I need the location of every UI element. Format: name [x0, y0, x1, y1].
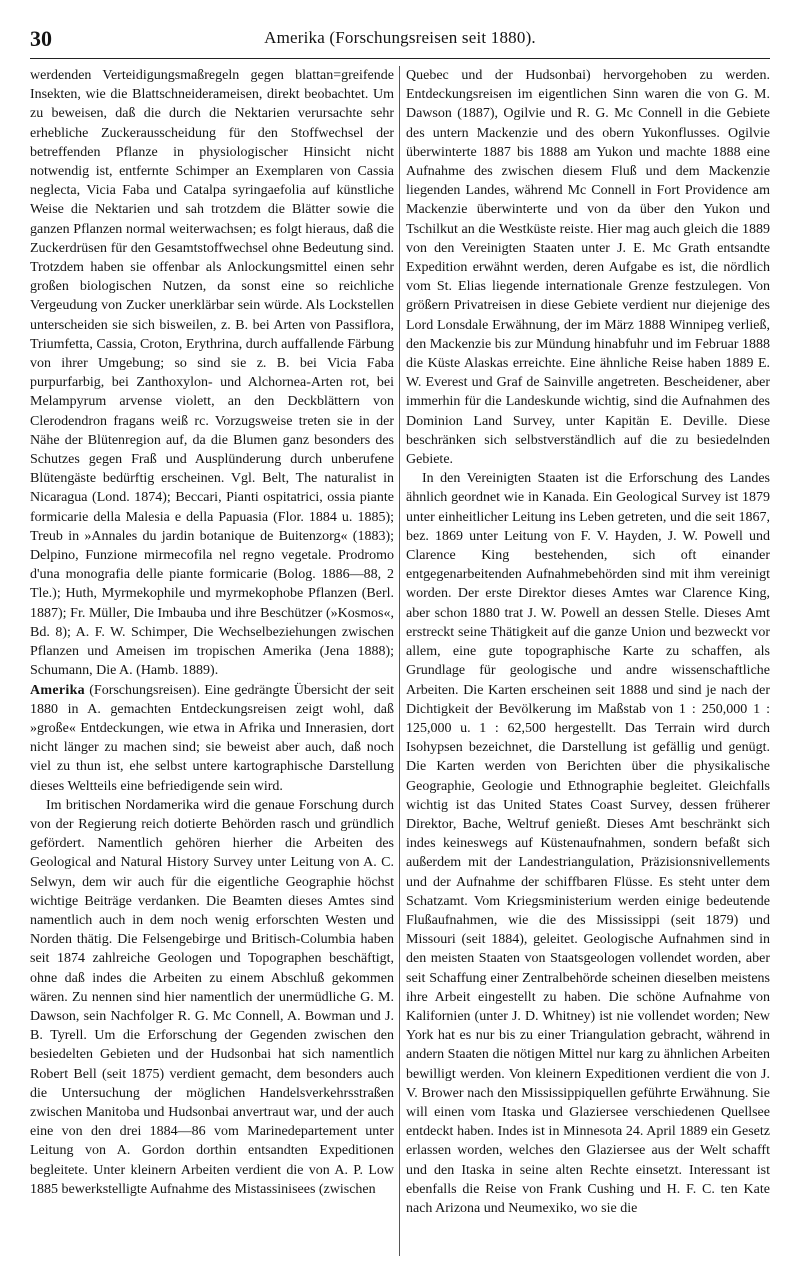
header-rule [30, 58, 770, 59]
paragraph-amerika-intro [30, 681, 394, 796]
paragraph-ant-plants: werdenden Verteidigungsmaßregeln gegen blattan=greifende Insekten, wie die Blattschneiderameisen, direkt beobachtet. Um zu beweisen, daß die durch die Nektarien verursachte sehr erhebliche Zuckerausscheidung für den Stoffwechsel der betreffenden Pflanze in physiologischer Hinsicht nicht notwendig ist, entfernte Schimper an Exemplaren von Cassia neglecta, Vicia Faba und Catalpa syringaefolia auf künstliche Weise die Nektarien und sah trotzdem die Blätter sowie die ganzen Pflanzen normal weiterwachsen; es folgt hieraus, daß die Zuckerdrüsen für den Gesamtstoffwechsel ohne Bedeutung sind. Trotzdem haben sie offenbar als Anlockungsmittel einen sehr großen biologischen Nutzen, da sonst eine so reichliche Vergeudung von Zucker unerklärbar sein würde. Als Lockstellen unterscheiden sie sich bisweilen, z. B. bei Arten von Passiflora, Triumfetta, Cassia, Croton, Erythrina, durch auffallende Färbung von ihrer Umgebung; so sind sie z. B. bei Vicia Faba purpurfarbig, bei Zanthoxylon- und Alchornea-Arten rot, bei Melampyrum arvense violett, an den Deckblättern von Clerodendron fragans weiß rc. Vorzugsweise treten sie in der Nähe der Blütenregion auf, da die Blumen ganz besonders des Schutzes gegen Fraß und Ausplünderung durch unberufene Blütengäste bedürftig erscheinen. Vgl. Belt, The naturalist in Nicaragua (Lond. 1874); Beccari, Pianti ospitatrici, ossia piante formicarie della Malesia e della Papuasia (Flor. 1884 u. 1885); Treub in »Annales du jardin botanique de Buitenzorg« (1883); Delpino, Funzione mirmecofila nel regno vegetale. Prodromo d'una monografia delle piante formicarie (Bolog. 1886—88, 2 Tle.); Huth, Myrmekophile und myrmekophobe Pflanzen (Berl. 1887); Fr. Müller, Die Imbauba und ihre Beschützer (»Kosmos«, Bd. 8); A. F. W. Schimper, Die Wechselbeziehungen zwischen Pflanzen und Ameisen im tropischen Amerika (Jena 1888); Schumann, Die A. (Hamb. 1889). [30, 68, 394, 679]
right-column [406, 66, 770, 1262]
section-heading-amerika: Amerika [30, 682, 85, 698]
section-intro-text: (Forschungsreisen). Eine gedrängte Übersicht der seit 1880 in A. gemachten Entdeckungsreisen zeigt wohl, daß »große« Entdeckungen, wie etwa in Afrika und Innerasien, dort nicht länger zu machen sind; sie beweist aber auch, daß noch viel zu thun ist, ehe selbst untere kartographische Darstellung dieses Weltteils eine befriedigende sein wird. [30, 682, 394, 794]
left-column [30, 66, 394, 1262]
paragraph-united-states: In den Vereinigten Staaten ist die Erforschung des Landes ähnlich geordnet wie in Kanada. Ein Geological Survey ist 1879 unter einheitlicher Leitung ins Leben getreten, und die seit 1867, bez. 1869 unter Leitung von F. V. Hayden, J. W. Powell und Clarence King bestehenden, sich oft einander entgegenarbeitenden Aufnahmebehörden sind mit ihm vereinigt worden. Der erste Direktor dieses Amtes war Clarence King, aber schon 1880 trat J. W. Powell an dessen Stelle. Dieses Amt erstreckt seine Thätigkeit auf die ganze Union und bezweckt vor allem, eine gute topographische Karte zu schaffen, als Grundlage für geologische und andre wissenschaftliche Arbeiten. Die Karten erscheinen seit 1888 und sind je nach der Dichtigkeit der Bevölkerung im Maßstab von 1 : 250,000 1 : 125,000 u. 1 : 62,500 hergestellt. Das Terrain wird durch Isohypsen bezeichnet, die Darstellung ist gefällig und genügt. Die Karten werden von Berichten über die physikalische Geographie, Geologie und Ethnographie begleitet. Gleichfalls wichtig ist das United States Coast Survey, dessen früherer Direktor, Bache, Weltruf genießt. Dieses Amt beschränkt sich indes keineswegs auf Küstenaufnahmen, sondern befaßt sich außerdem mit der Landestriangulation, Präzisionsnivellements und der Aufnahme der schiffbaren Flüsse. Es steht unter dem Schatzamt. Vom Kriegsministerium werden einige bedeutende Flußaufnahmen, wie die des Mississippi (seit 1879) und Missouri (seit 1884), geleitet. Geologische Aufnahmen sind in den meisten Staaten von Staatsgeologen vollendet worden, aber seit Schaffung einer Zentralbehörde scheinen dieselben meistens ihre Arbeit eingestellt zu haben. Die schöne Aufnahme von Kalifornien (unter J. D. Whitney) ist nie vollendet worden; New York hat es nur bis zu einer Triangulation gebracht, während in andern Staaten die nötigen Mittel nur karg zu ähnlichen Arbeiten bewilligt werden. Von kleinern Expeditionen verdient die von J. V. Brower nach den Mississippiquellen geführte Erwähnung. Sie will einen vom Itaska und Glaziersee verschiedenen Quellsee entdeckt haben. Indes ist in Minnesota 24. April 1889 ein Gesetz erlassen worden, welches den Glaziersee aus der Welt schafft und den Itaska in seine alten Rechte einsetzt. Interessant ist ebenfalls die Reise von Frank Cushing und H. F. C. ten Kate nach Arizona und Neumexiko, wo sie die [406, 471, 770, 1216]
page-number: 30 [30, 26, 52, 51]
paragraph-british-north-america: Im britischen Nordamerika wird die genaue Forschung durch von der Regierung reich dotierte Behörden rasch und gründlich gefördert. Namentlich gehören hierher die Arbeiten des Geological and Natural History Survey unter Leitung von A. C. Selwyn, dem wir auch für die eigentliche Geographie höchst wichtige Beiträge verdanken. Die Beamten dieses Amtes sind namentlich auch in dem noch wenig erforschten Westen und Norden thätig. Die Felsengebirge und Britisch-Columbia haben seit 1874 zahlreiche Geologen und Topographen beschäftigt, ohne daß indes die Arbeiten zu einem Abschluß gekommen wären. Zu nennen sind hier namentlich der unermüdliche G. M. Dawson, sein Nachfolger R. G. Mc Connell, A. Bowman und J. B. Tyrell. Um die Erforschung der Gegenden zwischen den besiedelten Gebieten und der Hudsonbai hat sich namentlich Robert Bell (seit 1875) verdient gemacht, dem besonders auch die Untersuchung der möglichen Handelsverkehrsstraßen zwischen Manitoba und Hudsonbai anvertraut war, und der auch eine von den drei 1884—86 vom Marinedepartement unter Leitung von A. Gordon dorthin entsandten Expeditionen begleitete. Unter kleinern Arbeiten verdient die von A. P. Low 1885 bewerkstelligte Aufnahme des Mistassinisees (zwischen [30, 797, 394, 1197]
paragraph-canada-expeditions: Quebec und der Hudsonbai) hervorgehoben zu werden. Entdeckungsreisen im eigentlichen Sinn waren die von G. M. Dawson (1887), Ogilvie und R. G. Mc Connell in die Gebiete des untern Mackenzie und des obern Yukonflusses. Ogilvie überwinterte 1887 bis 1888 am Yukon und machte 1888 eine Aufnahme des zwischen diesem Fluß und dem Mackenzie liegenden Landes, während Mc Connell in Fort Providence am Mackenzie überwinterte und von da über den Yukon und Tschilkut an die Westküste reiste. Hier mag auch gleich die 1889 von den Vereinigten Staaten unter J. E. Mc Grath entsandte Expedition erwähnt werden, deren Aufgabe es ist, die nördlich vom St. Elias liegende internationale Grenze festzulegen. Von größern Privatreisen in diese Gebiete verdient nur diejenige des Lord Lonsdale Erwähnung, der im März 1888 Winnipeg verließ, den Mackenzie bis zur Mündung hinabfuhr und im Februar 1888 die Küste Alaskas erreichte. Eine ähnliche Reise haben 1889 E. W. Everest und Graf de Sainville angetreten. Bescheidener, aber immerhin für die Landeskunde wichtig, sind die Aufnahmen des Dominion Land Survey, unter Kapitän E. Deville. Diese beschränken sich selbstverständlich auf die zu besiedelnden Gebiete. [406, 68, 770, 468]
page-header [30, 26, 770, 58]
running-title: Amerika (Forschungsreisen seit 1880). [264, 28, 536, 47]
column-divider [399, 66, 400, 1256]
